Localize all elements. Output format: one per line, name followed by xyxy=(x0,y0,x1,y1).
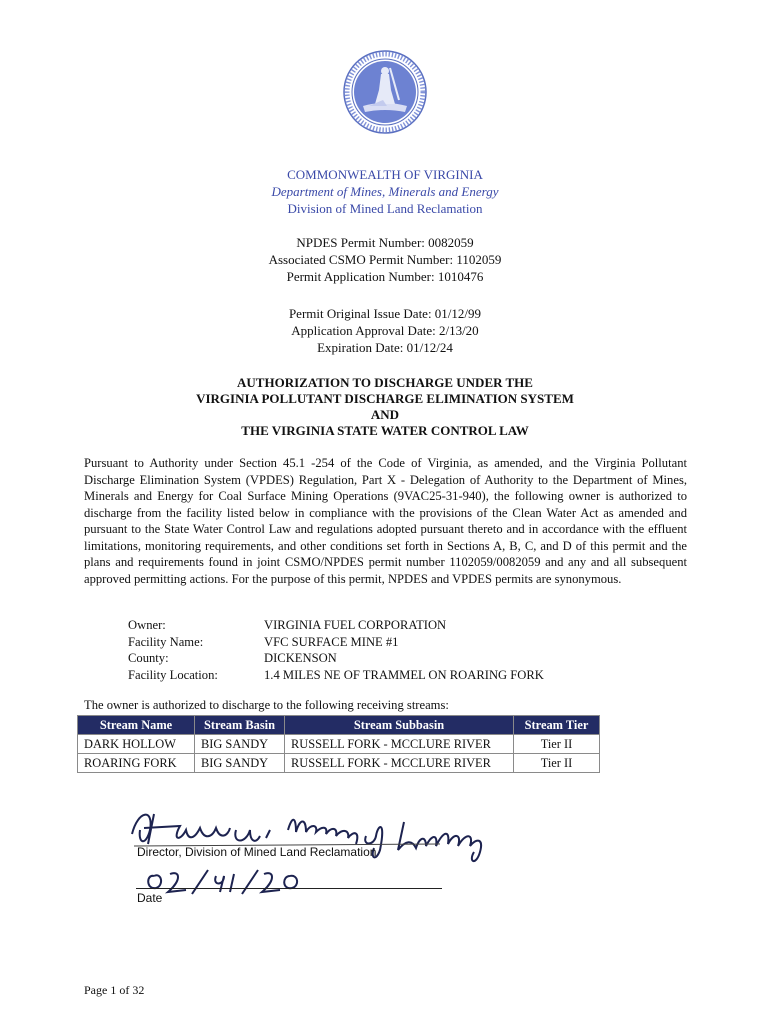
header-stream-name: Stream Name xyxy=(78,716,195,735)
cell-stream-name: DARK HOLLOW xyxy=(78,735,195,754)
owner-value: VIRGINIA FUEL CORPORATION xyxy=(264,618,447,632)
department-heading: Department of Mines, Minerals and Energy xyxy=(271,184,499,199)
receiving-streams-table xyxy=(77,715,600,773)
expiration-date: Expiration Date: 01/12/24 xyxy=(317,340,453,355)
county-value: DICKENSON xyxy=(264,651,337,666)
commonwealth-heading: COMMONWEALTH OF VIRGINIA xyxy=(287,167,483,182)
streams-intro: The owner is authorized to discharge to the following receiving streams: xyxy=(84,698,449,712)
facility-location-value: 1.4 MILES NE OF TRAMMEL ON ROARING FORK xyxy=(264,667,544,682)
page-number: Page 1 of 32 xyxy=(84,983,145,997)
header-stream-tier: Stream Tier xyxy=(514,716,600,735)
csmo-permit-number: Associated CSMO Permit Number: 1102059 xyxy=(268,252,502,267)
virginia-state-seal-icon xyxy=(343,50,427,134)
cell-stream-subbasin: RUSSELL FORK - MCCLURE RIVER xyxy=(285,754,514,773)
authorization-paragraph: Pursuant to Authority under Section 45.1 -254 of the Code of Virginia, as amended, and the Virginia Pollutant Discharge Elimination System (VPDES) Regulation, Part X - Delegation of Authority to the Department of Mines, Minerals and Energy for Coal Surface Mining Operations (9VAC25-31-940), the following owner is authorized to discharge from the facility listed below in compliance with the provisions of the Clean Water Act as amended and pursuant to the State Water Control Law and regulations adopted pursuant thereto and in accordance with the effluent limitations, monitoring requirements, and other conditions set forth in Sections A, B, C, and D of this permit and the plans and requirements found in joint CSMO/NPDES permit number 1102059/0082059 and any and all subsequent approved permitting actions. For the purpose of this permit, NPDES and VPDES permits are synonymous. xyxy=(84,456,687,586)
cell-stream-basin: BIG SANDY xyxy=(195,754,285,773)
table-row xyxy=(78,754,600,773)
original-issue-date: Permit Original Issue Date: 01/12/99 xyxy=(288,306,482,321)
facility-name-value: VFC SURFACE MINE #1 xyxy=(264,634,399,649)
header-stream-basin: Stream Basin xyxy=(195,716,285,735)
cell-stream-subbasin: RUSSELL FORK - MCCLURE RIVER xyxy=(285,735,514,754)
date-line xyxy=(136,888,442,889)
title-line-1: AUTHORIZATION TO DISCHARGE UNDER THE xyxy=(237,375,533,390)
cell-stream-name: ROARING FORK xyxy=(78,754,195,773)
cell-stream-tier: Tier II xyxy=(514,735,600,754)
director-title: Director, Division of Mined Land Reclamation xyxy=(137,845,377,859)
cell-stream-tier: Tier II xyxy=(514,754,600,773)
npdes-permit-number: NPDES Permit Number: 0082059 xyxy=(296,235,474,250)
approval-date: Application Approval Date: 2/13/20 xyxy=(291,323,479,338)
table-row xyxy=(78,735,600,754)
table-header-row xyxy=(78,716,600,735)
date-label: Date xyxy=(137,891,163,905)
facility-info xyxy=(128,617,544,683)
county-label: County: xyxy=(128,651,169,666)
title-line-4: THE VIRGINIA STATE WATER CONTROL LAW xyxy=(241,423,529,438)
facility-location-label: Facility Location: xyxy=(128,667,218,682)
header-stream-subbasin: Stream Subbasin xyxy=(285,716,514,735)
application-number: Permit Application Number: 1010476 xyxy=(286,269,484,284)
cell-stream-basin: BIG SANDY xyxy=(195,735,285,754)
facility-name-label: Facility Name: xyxy=(128,634,204,649)
division-heading: Division of Mined Land Reclamation xyxy=(287,201,483,216)
owner-label: Owner: xyxy=(128,618,166,632)
director-signature xyxy=(120,800,520,920)
title-line-3: AND xyxy=(370,407,400,422)
title-line-2: VIRGINIA POLLUTANT DISCHARGE ELIMINATION SYSTEM xyxy=(196,391,574,406)
